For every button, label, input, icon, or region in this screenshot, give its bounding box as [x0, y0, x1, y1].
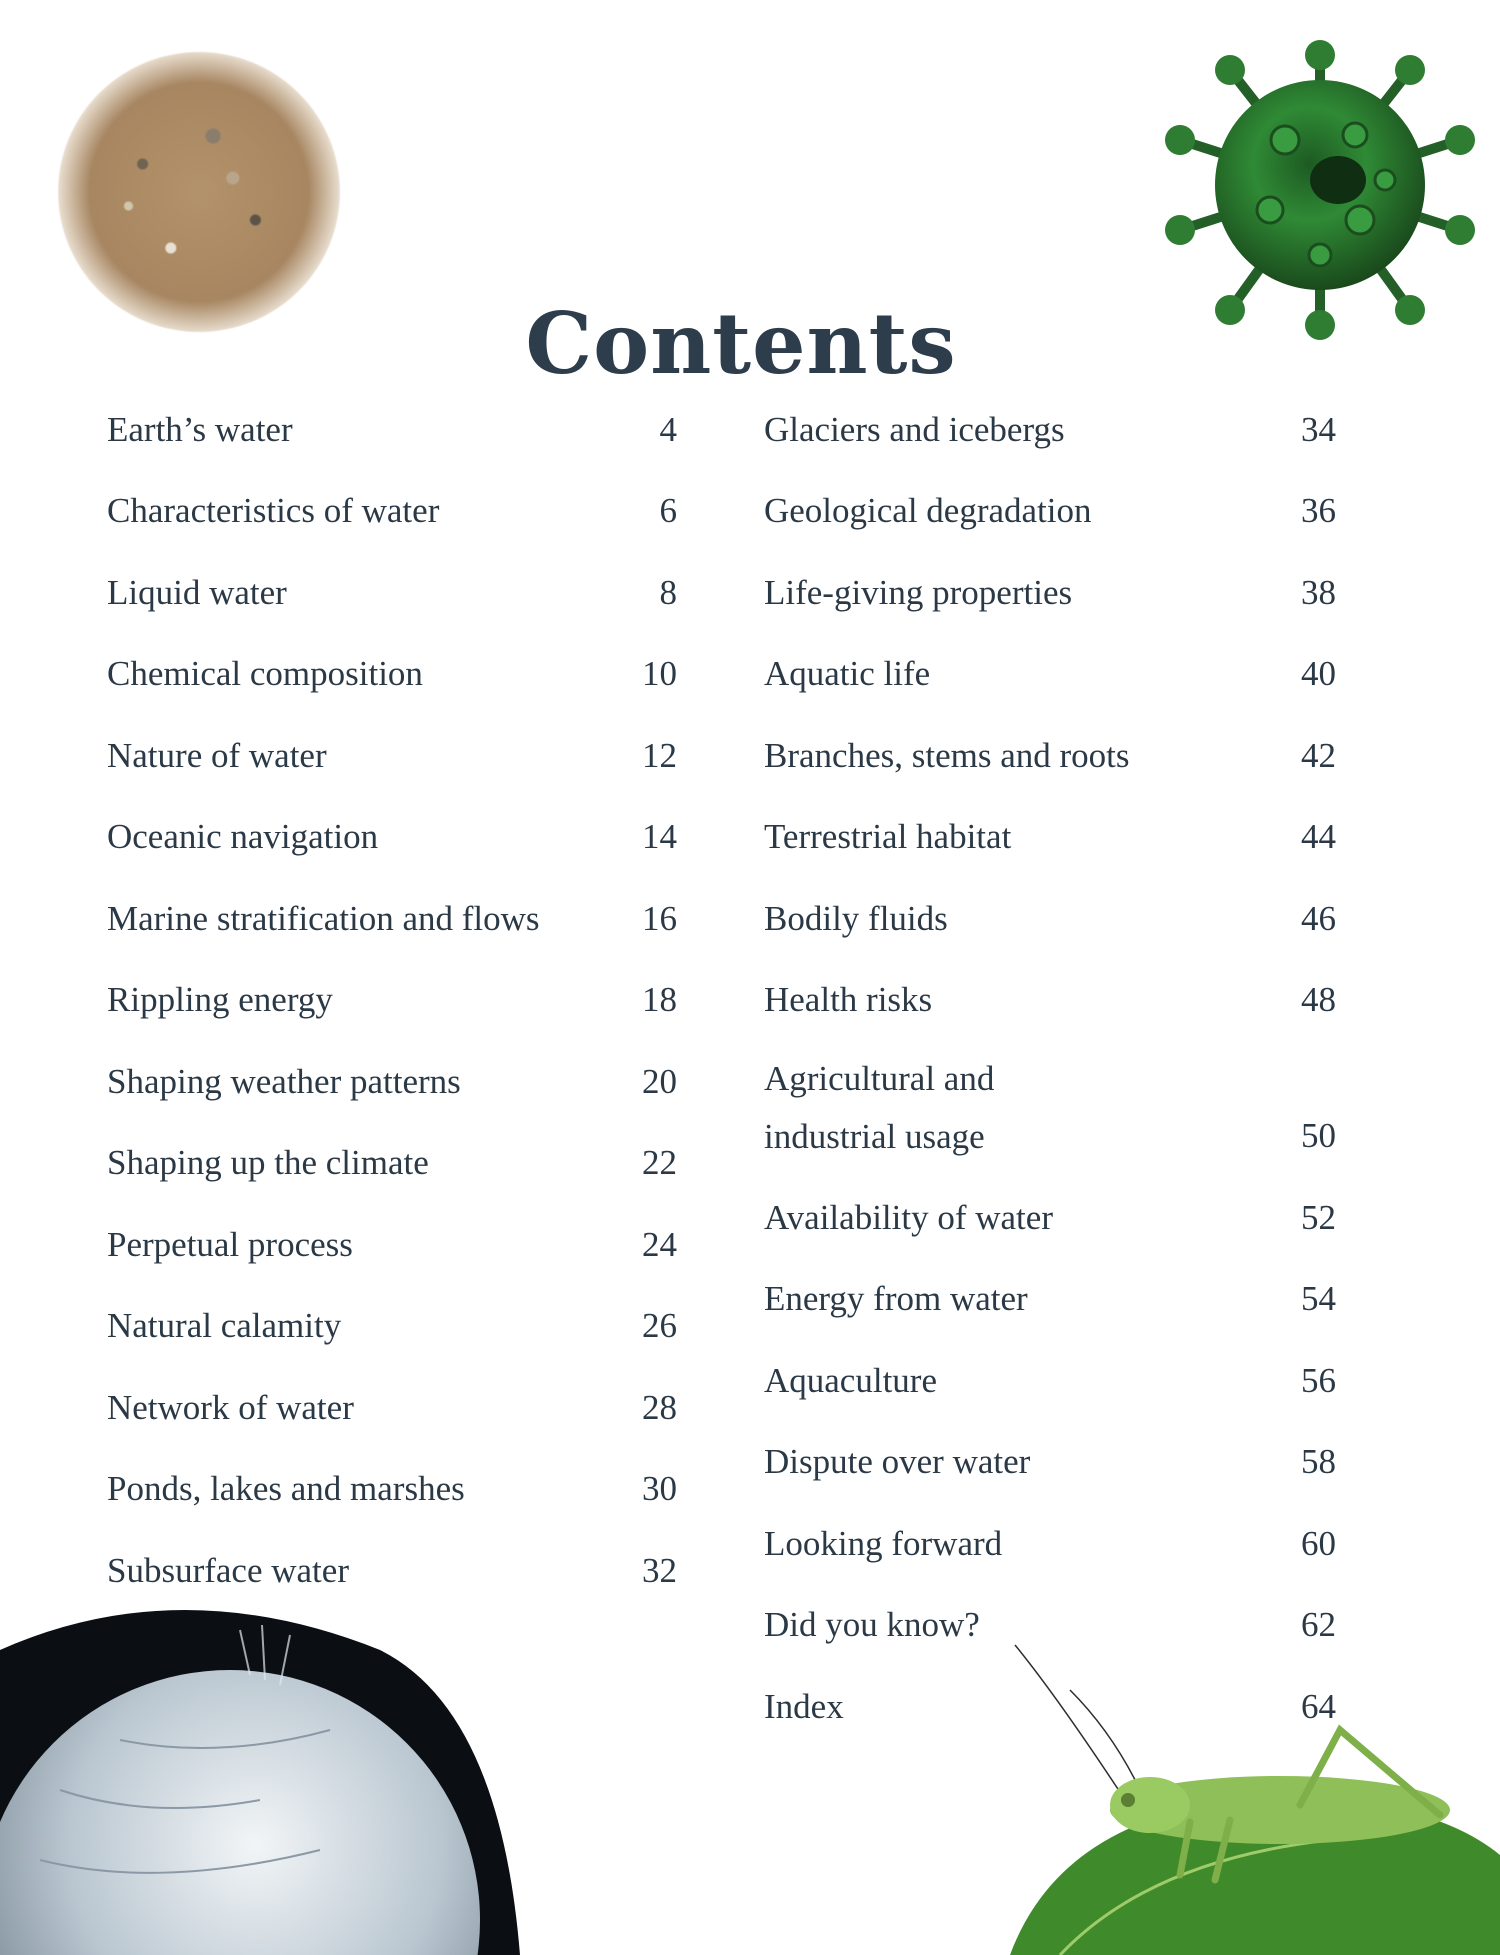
toc-entry-title: Dispute over water [764, 1442, 1031, 1481]
toc-entry-title: Aquaculture [764, 1360, 937, 1400]
toc-entry-page-number: 52 [1301, 1197, 1336, 1237]
toc-entry[interactable] [107, 378, 677, 460]
toc-entry-page-number: 56 [1301, 1360, 1336, 1400]
toc-entry[interactable] [764, 460, 1336, 542]
toc-entry-title: Terrestrial habitat [764, 817, 1012, 856]
toc-entry[interactable] [107, 541, 677, 623]
toc-entry-page-number: 40 [1301, 654, 1336, 693]
toc-entry-title: Earth’s water [107, 409, 293, 449]
toc-entry-title: Natural calamity [107, 1306, 342, 1345]
toc-entry-title: Bodily fluids [764, 898, 948, 938]
toc-entry-page-number: 14 [642, 817, 677, 856]
toc-entry-page-number: 34 [1301, 409, 1336, 449]
toc-entry-page-number: 48 [1301, 980, 1336, 1019]
toc-entry[interactable] [764, 1655, 1336, 1737]
toc-entry[interactable] [764, 867, 1336, 949]
toc-entry[interactable] [764, 949, 1336, 1031]
toc-entry[interactable] [107, 786, 677, 868]
toc-entry-title: Aquatic life [764, 654, 931, 693]
toc-entry[interactable] [107, 1519, 677, 1601]
toc-entry[interactable] [107, 623, 677, 705]
toc-entry-page-number: 28 [642, 1387, 677, 1427]
toc-entry-page-number: 8 [659, 572, 677, 612]
toc-entry-title: Subsurface water [107, 1550, 349, 1590]
toc-entry-page-number: 46 [1301, 898, 1336, 938]
toc-entry-page-number: 60 [1301, 1523, 1336, 1563]
toc-entry-page-number: 24 [642, 1224, 677, 1264]
toc-entry-page-number: 54 [1301, 1279, 1336, 1318]
toc-entry-title: Energy from water [764, 1279, 1028, 1318]
toc-entry-title: Branches, stems and roots [764, 735, 1130, 775]
toc-entry[interactable] [764, 1411, 1336, 1493]
toc-entry[interactable] [764, 786, 1336, 868]
toc-entry[interactable] [764, 1574, 1336, 1656]
toc-entry[interactable] [107, 704, 677, 786]
toc-entry-page-number: 64 [1301, 1686, 1336, 1726]
toc-entry-page-number: 44 [1301, 817, 1336, 856]
toc-entry-page-number: 42 [1301, 735, 1336, 775]
toc-entry-page-number: 20 [642, 1061, 677, 1101]
toc-entry-page-number: 6 [659, 491, 677, 530]
toc-entry[interactable] [107, 1438, 677, 1520]
toc-entry-page-number: 18 [642, 980, 677, 1019]
toc-entry[interactable] [107, 1193, 677, 1275]
toc-entry-page-number: 62 [1301, 1605, 1336, 1644]
toc-entry-title: Ponds, lakes and marshes [107, 1469, 465, 1508]
contents-column-left [107, 378, 677, 1601]
toc-entry-title: Did you know? [764, 1605, 980, 1644]
toc-entry-title: Oceanic navigation [107, 817, 379, 856]
toc-entry[interactable] [107, 460, 677, 542]
toc-entry-page-number: 36 [1301, 491, 1336, 530]
toc-entry-title: Marine stratification and flows [107, 898, 540, 938]
toc-entry-page-number: 32 [642, 1550, 677, 1590]
toc-entry-page-number: 12 [642, 735, 677, 775]
toc-entry[interactable] [764, 1492, 1336, 1574]
toc-entry-title: Availability of water [764, 1197, 1053, 1237]
toc-entry-page-number: 26 [642, 1306, 677, 1345]
toc-entry-page-number: 30 [642, 1469, 677, 1508]
toc-entry-title: Perpetual process [107, 1224, 353, 1264]
toc-entry-page-number: 58 [1301, 1442, 1336, 1481]
toc-entry-page-number: 16 [642, 898, 677, 938]
contents-column-right [764, 378, 1336, 1737]
sand-pebbles-image [58, 52, 340, 332]
toc-entry-title: Network of water [107, 1387, 354, 1427]
toc-entry[interactable] [107, 867, 677, 949]
toc-entry[interactable] [764, 378, 1336, 460]
toc-entry-page-number: 38 [1301, 572, 1336, 612]
toc-entry-title: Index [764, 1686, 844, 1726]
toc-entry-title: Glaciers and icebergs [764, 409, 1065, 449]
toc-entry-title: Rippling energy [107, 980, 333, 1019]
toc-entry[interactable] [107, 1112, 677, 1194]
toc-entry[interactable] [107, 1356, 677, 1438]
toc-entry-page-number: 10 [642, 654, 677, 693]
toc-entry[interactable] [107, 949, 677, 1031]
toc-entry-title: Geological degradation [764, 491, 1092, 530]
toc-entry-title: Nature of water [107, 735, 327, 775]
toc-entry[interactable] [764, 623, 1336, 705]
toc-entry-page-number: 50 [1301, 1116, 1336, 1155]
toc-entry-title: Shaping up the climate [107, 1143, 429, 1182]
planet-image [0, 1590, 520, 1955]
toc-entry-title: Characteristics of water [107, 491, 440, 530]
toc-entry-title: Agricultural and industrial usage [764, 1059, 995, 1156]
toc-entry[interactable] [764, 1248, 1336, 1330]
toc-entry-title: Health risks [764, 980, 933, 1019]
toc-entry[interactable] [107, 1275, 677, 1357]
toc-entry-title: Chemical composition [107, 654, 423, 693]
toc-entry-title: Looking forward [764, 1523, 1003, 1563]
toc-entry-page-number: 22 [642, 1143, 677, 1182]
toc-entry-title: Life-giving properties [764, 572, 1073, 612]
toc-entry-title: Liquid water [107, 572, 287, 612]
toc-entry-title: Shaping weather patterns [107, 1061, 461, 1101]
page-title: Contents [525, 294, 957, 394]
toc-entry[interactable] [764, 704, 1336, 786]
toc-entry[interactable] [764, 541, 1336, 623]
toc-entry-page-number: 4 [659, 409, 677, 449]
toc-entry[interactable] [764, 1030, 1336, 1166]
toc-entry[interactable] [764, 1329, 1336, 1411]
toc-entry[interactable] [107, 1030, 677, 1112]
toc-entry[interactable] [764, 1166, 1336, 1248]
